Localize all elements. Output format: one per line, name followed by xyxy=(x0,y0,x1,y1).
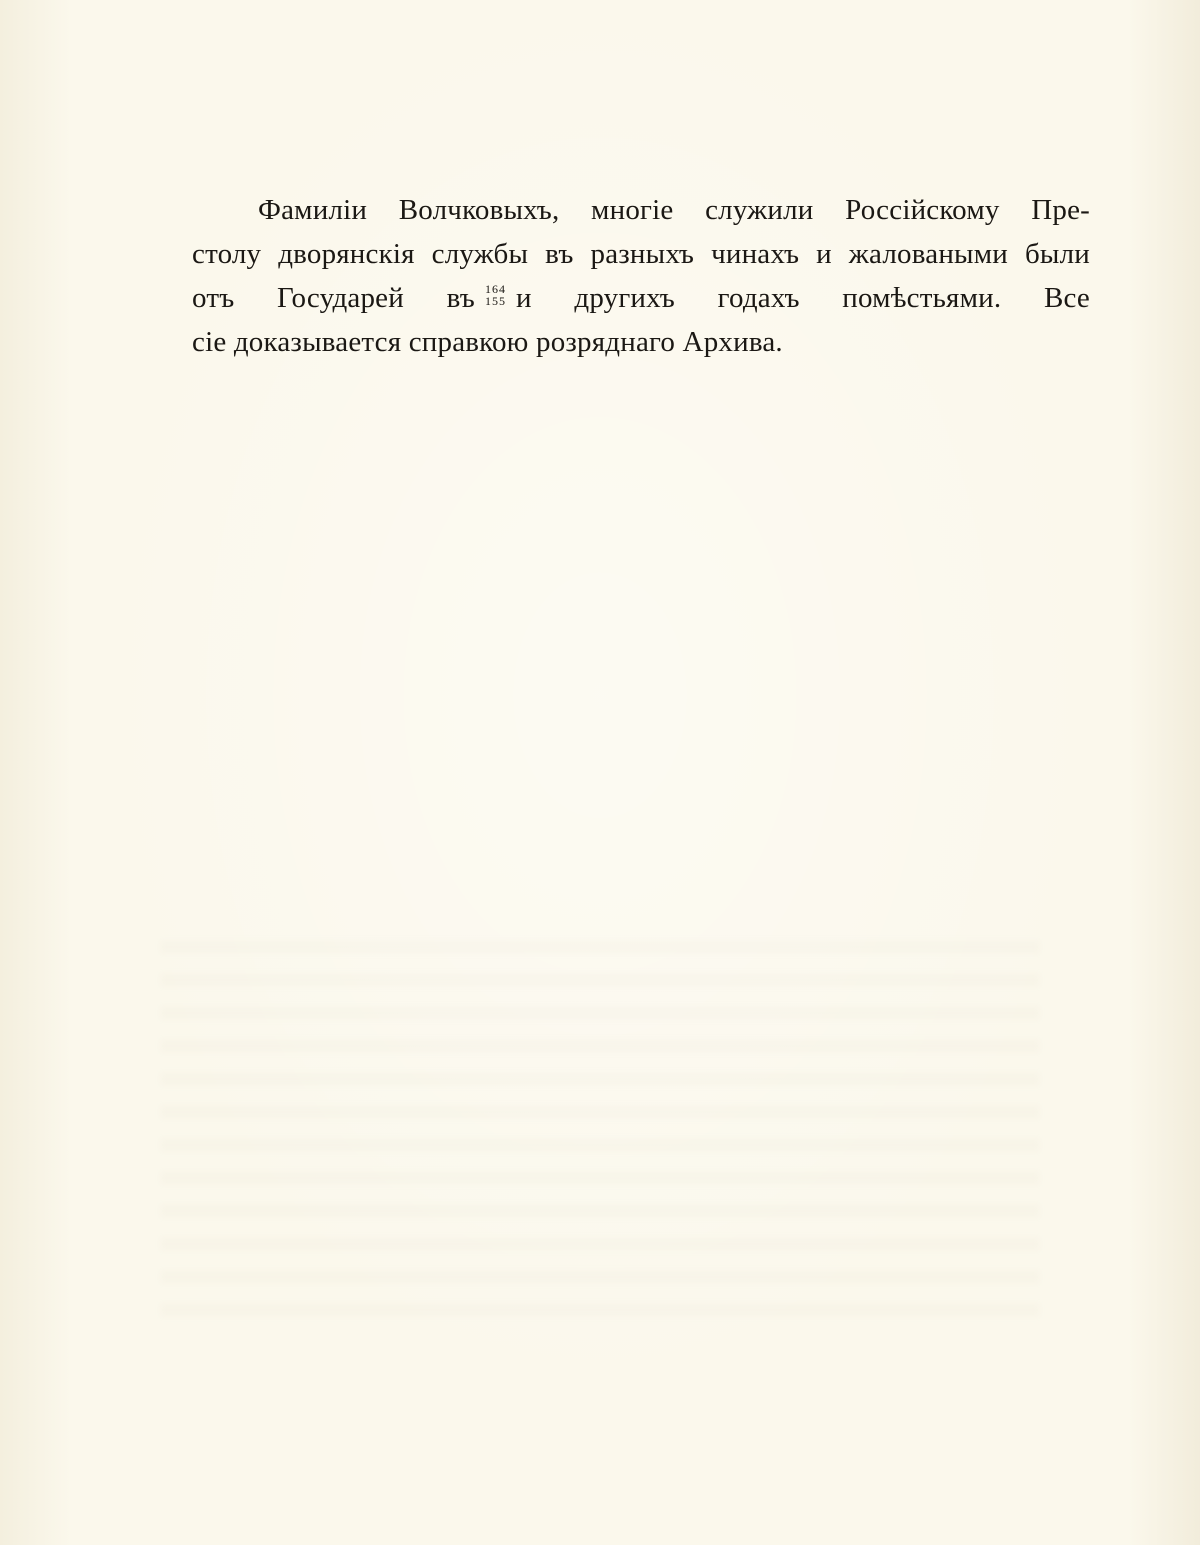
paragraph-line-3 xyxy=(192,276,1090,320)
line-3-end: и другихъ годахъ помѣстьями. Все xyxy=(515,282,1090,314)
year-top: 164 xyxy=(484,282,506,296)
year-fraction xyxy=(485,283,506,307)
paragraph xyxy=(192,188,1090,364)
paragraph-line-2: столу дворянскiя службы въ разныхъ чинахъ и жаловаными были xyxy=(192,238,1090,270)
line-3-start: отъ Государей въ xyxy=(192,282,475,314)
show-through-text xyxy=(160,940,1040,1320)
paragraph-line-4: сiе доказывается справкою розряднаго Архива. xyxy=(192,326,783,358)
paragraph-line-1: Фамилiи Волчковыхъ, многiе служили Россiйскому Пре- xyxy=(258,194,1090,226)
year-bottom: 155 xyxy=(484,294,506,308)
